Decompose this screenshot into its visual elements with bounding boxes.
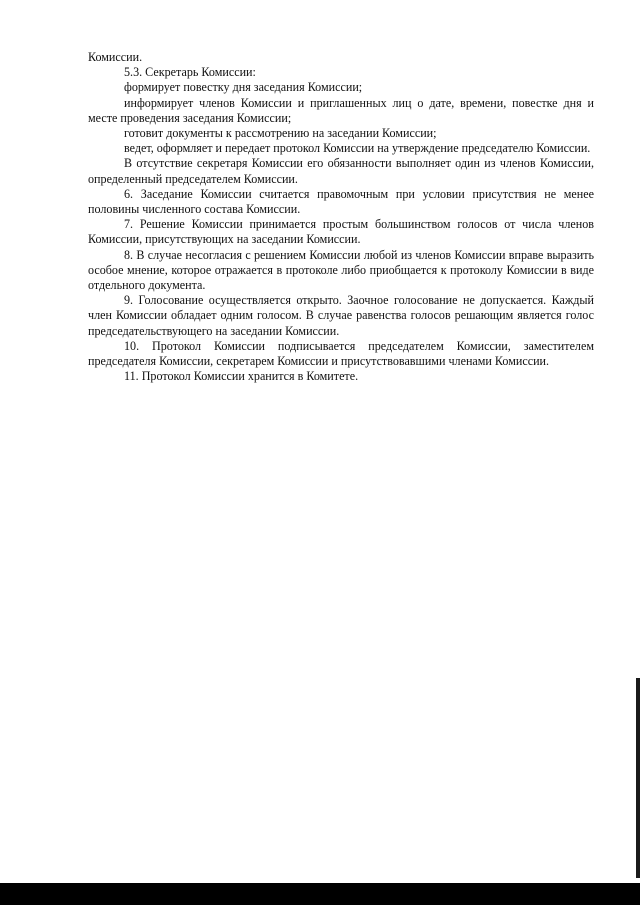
paragraph-5-3-secretary: 5.3. Секретарь Комиссии: — [124, 65, 256, 80]
paragraph-agenda: формирует повестку дня заседания Комиссии; — [124, 80, 363, 95]
document-body — [88, 50, 594, 384]
paragraph-9-voting: 9. Голосование осуществляется открыто. Заочное голосование не допускается. Каждый член Комиссии обладает одним голосом. В случае равенства голосов решающим является голос председательствующего на заседании Комиссии. — [88, 293, 594, 338]
paragraph-10-signing: 10. Протокол Комиссии подписывается председателем Комиссии, заместителем председателя Комиссии, секретарем Комиссии и присутствовавшими членами Комиссии. — [88, 338, 594, 369]
paragraph-7-decision: 7. Решение Комиссии принимается простым большинством голосов от числа членов Комиссии, присутствующих на заседании Комиссии. — [88, 217, 594, 247]
paragraph-commission-end: Комиссии. — [88, 50, 143, 64]
paragraph-8-dissent: 8. В случае несогласия с решением Комиссии любой из членов Комиссии вправе выразить особое мнение, которое отражается в протоколе либо приобщается к протоколу Комиссии в виде отдельного документа. — [88, 247, 594, 293]
paragraph-informs-members: информирует членов Комиссии и приглашенных лиц о дате, времени, повестке дня и месте проведения заседания Комиссии; — [88, 95, 594, 125]
paragraph-prepares-documents: готовит документы к рассмотрению на заседании Комиссии; — [124, 126, 437, 141]
paragraph-6-quorum: 6. Заседание Комиссии считается правомочным при условии присутствия не менее половины численного состава Комиссии. — [88, 186, 594, 217]
scan-bottom-border — [0, 883, 640, 905]
paragraph-keeps-protocol: ведет, оформляет и передает протокол Комиссии на утверждение председателю Комиссии. — [124, 141, 591, 156]
scan-edge-mark — [636, 678, 640, 878]
paragraph-11-storage: 11. Протокол Комиссии хранится в Комитете. — [124, 369, 359, 384]
paragraph-secretary-absence: В отсутствие секретаря Комиссии его обязанности выполняет один из членов Комиссии, определенный председателем Комиссии. — [88, 156, 594, 186]
